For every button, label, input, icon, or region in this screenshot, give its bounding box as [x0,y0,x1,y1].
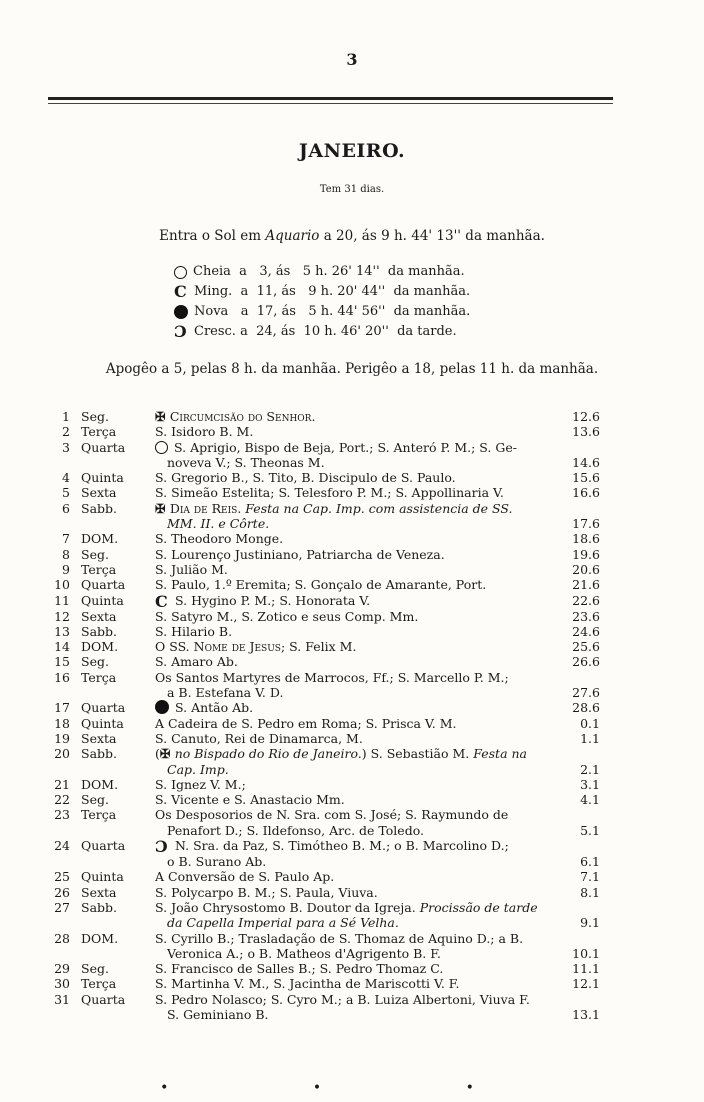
saint-entry-line [155,837,550,857]
calendar-row [52,577,600,592]
saint-entry [155,639,550,654]
moon-hour-value: 28.6 [572,700,600,716]
day-number: 18 [54,715,70,731]
calendar-row [52,470,600,485]
days-note: Tem 31 dias. [319,184,385,195]
entry-text: Nome de Jesus [193,639,281,655]
saint-entry-line [155,931,550,946]
moon-phase-text: Ming. a 11, ás 9 h. 20' 44'' da manhãa. [194,284,471,299]
calendar-table [52,409,600,1022]
saint-entry-line [155,762,550,777]
day-number: 5 [62,485,70,501]
moon-hour-value: 13.1 [572,1006,600,1022]
entry-text: S. Francisco de Salles B.; S. Pedro Thomaz C. [155,961,444,977]
day-number: 3 [62,439,70,455]
header-rule-thick [48,97,613,100]
entry-text: S. Antão Ab. [175,700,254,716]
weekday: Seg. [81,792,109,808]
saint-entry-line [155,992,550,1007]
entry-text: no Bispado do Rio de Janeiro. [174,746,362,762]
saint-entry-line [155,900,550,915]
calendar-row [52,409,600,424]
entry-text: S. Canuto, Rei de Dinamarca, M. [155,730,363,746]
saint-entry-line [155,807,550,822]
weekday: DOM. [81,639,119,655]
entry-text: A Cadeira de S. Pedro em Roma; S. Prisca V. M. [155,715,457,731]
weekday: Sabb. [81,623,117,639]
moon-hour-value: 24.6 [572,623,600,639]
waxing-moon-icon: Ɔ [155,837,168,857]
calendar-row [52,792,600,807]
new-moon-icon [174,305,188,319]
entry-text: S. Martinha V. M., S. Jacintha de Mariscotti V. F. [155,976,460,992]
moon-phase-row [174,262,470,282]
saint-entry [155,869,550,884]
entry-text: S. Paulo, 1.º Eremita; S. Gonçalo de Amarante, Port. [155,577,487,593]
weekday: Quarta [81,577,126,593]
entry-text: S. Gregorio B., S. Tito, B. Discipulo de S. Paulo. [155,470,456,486]
saint-entry [155,746,550,777]
entry-text: N. Sra. da Paz, S. Timótheo B. M.; o B. Marcolino D.; [175,838,509,854]
calendar-row [52,501,600,532]
cross-icon: ✠ [155,500,170,516]
saint-entry [155,485,550,500]
moon-phase-text: Cresc. a 24, ás 10 h. 46' 20'' da tarde. [194,324,457,339]
saint-entry [155,531,550,546]
weekday: Quinta [81,869,124,885]
calendar-row [52,562,600,577]
saint-entry-line [155,670,550,685]
calendar-row [52,900,600,931]
entry-text: S. Vicente e S. Anastacio Mm. [155,792,345,808]
weekday: Sexta [81,884,117,900]
moon-hour-value: 27.6 [572,685,600,701]
moon-hour-value: 14.6 [572,454,600,470]
saint-entry-line [155,501,550,516]
calendar-row [52,654,600,669]
month-title: JANEIRO. [298,140,406,162]
day-number: 27 [54,899,70,915]
calendar-row [52,424,600,439]
calendar-row [52,531,600,546]
moon-hour-value: 7.1 [580,869,600,885]
waning-moon-icon: C [155,591,168,611]
header-rule-thin [48,103,613,104]
moon-hour-value: 9.1 [580,915,600,931]
entry-text: Veronica A.; o B. Matheos d'Agrigento B. F. [167,945,441,961]
full-moon-icon [174,266,187,279]
saint-entry-line [155,547,550,562]
saint-entry-line [155,792,550,807]
calendar-row [52,931,600,962]
calendar-row [52,838,600,869]
calendar-row [52,700,600,715]
moon-hour-value: 21.6 [572,577,600,593]
day-number: 22 [54,792,70,808]
saint-entry [155,807,550,838]
calendar-row [52,639,600,654]
entry-text: da Capella Imperial para a Sé Velha. [167,915,399,931]
saint-entry-line [155,700,550,715]
saint-entry-line [155,654,550,669]
weekday: Terça [81,424,117,440]
weekday: Seg. [81,546,109,562]
moon-hour-value: 19.6 [572,546,600,562]
entry-text: O SS. [155,639,194,655]
calendar-row [52,624,600,639]
moon-hour-value: 15.6 [572,470,600,486]
saint-entry-line [155,485,550,500]
waning-moon-icon: C [174,282,187,301]
saint-entry [155,792,550,807]
weekday: DOM. [81,531,119,547]
entry-text: S. Cyrillo B.; Trasladação de S. Thomaz de Aquino D.; a B. [155,930,524,946]
day-number: 20 [54,746,70,762]
calendar-row [52,992,600,1023]
entry-text: A Conversão de S. Paulo Ap. [155,869,335,885]
entry-text: ) S. Sebastião M. [361,746,474,762]
moon-hour-value: 13.6 [572,424,600,440]
moon-hour-value: 22.6 [572,593,600,609]
day-number: 15 [54,654,70,670]
moon-phase-row [174,302,470,322]
calendar-row [52,885,600,900]
entry-text: S. Amaro Ab. [155,654,238,670]
moon-hour-value: 1.1 [580,730,600,746]
moon-phase-row [174,282,470,302]
saint-entry-line [155,961,550,976]
saint-entry [155,716,550,731]
entry-text: Circumcisão do Senhor. [169,409,316,424]
calendar-row [52,807,600,838]
calendar-row [52,593,600,609]
day-number: 19 [54,730,70,746]
saint-entry-line [155,716,550,731]
sun-entry-before: Entra o Sol em [159,228,266,244]
weekday: Terça [81,669,117,685]
moon-hour-value: 25.6 [572,639,600,655]
entry-text: S. Isidoro B. M. [155,424,254,440]
saint-entry [155,409,550,424]
saint-entry [155,700,550,715]
day-number: 12 [54,608,70,624]
entry-text: Festa na [473,746,528,762]
saint-entry [155,562,550,577]
moon-phase-text: Cheia a 3, ás 5 h. 26' 14'' da manhãa. [193,264,465,279]
saint-entry-line [155,609,550,624]
moon-phase-row [174,322,470,342]
day-number: 1 [62,409,70,424]
entry-text: S. João Chrysostomo B. Doutor da Igreja. [155,899,420,915]
entry-text: S. Hygino P. M.; S. Honorata V. [175,592,371,608]
weekday: Sabb. [81,899,117,915]
saint-entry [155,624,550,639]
page-number: 3 [346,50,358,69]
saint-entry [155,501,550,532]
moon-hour-value: 17.6 [572,516,600,532]
moon-hour-value: 23.6 [572,608,600,624]
day-number: 21 [54,776,70,792]
day-number: 2 [62,424,70,440]
weekday: Quinta [81,592,124,608]
saint-entry-line [155,946,550,961]
day-number: 8 [62,546,70,562]
saint-entry-line [155,470,550,485]
moon-hour-value: 18.6 [572,531,600,547]
weekday: Quinta [81,470,124,486]
calendar-row [52,716,600,731]
saint-entry-line [155,455,550,470]
new-moon-icon [155,700,169,714]
footer-dots: • • • [160,1080,544,1096]
calendar-row [52,961,600,976]
saint-entry [155,470,550,485]
weekday: Quarta [81,838,126,854]
saint-entry-line [155,531,550,546]
entry-text: Os Santos Martyres de Marrocos, Ff.; S. Marcello P. M.; [155,669,509,685]
entry-text: Festa na Cap. Imp. com assistencia de SS. [241,500,513,516]
saint-entry [155,424,550,439]
day-number: 13 [54,623,70,639]
saint-entry [155,961,550,976]
saint-entry [155,440,550,471]
saint-entry-line [155,685,550,700]
calendar-row [52,670,600,701]
entry-text: S. Pedro Nolasco; S. Cyro M.; a B. Luiza Albertoni, Viuva F. [155,991,530,1007]
sun-entry-line [0,228,704,244]
moon-hour-value: 20.6 [572,561,600,577]
weekday: Sexta [81,485,117,501]
weekday: Seg. [81,654,109,670]
calendar-row [52,547,600,562]
moon-hour-value: 6.1 [580,854,600,870]
moon-hour-value: 12.6 [572,409,600,424]
calendar-row [52,976,600,991]
weekday: Terça [81,561,117,577]
weekday: Sexta [81,608,117,624]
entry-text: S. Geminiano B. [167,1006,269,1022]
day-number: 31 [54,991,70,1007]
saint-entry-line [155,409,550,424]
weekday: Terça [81,976,117,992]
entry-text: Dia de Reis. [169,500,242,516]
day-number: 17 [54,700,70,716]
day-number: 30 [54,976,70,992]
day-number: 4 [62,470,70,486]
moon-hour-value: 2.1 [580,761,600,777]
entry-text: S. Simeão Estelita; S. Telesforo P. M.; S. Appollinaria V. [155,485,504,501]
day-number: 16 [54,669,70,685]
saint-entry-line [155,777,550,792]
saint-entry [155,593,550,609]
saint-entry-line [155,746,550,761]
entry-text: Penafort D.; S. Ildefonso, Arc. de Toledo. [167,822,424,838]
saint-entry-line [155,915,550,930]
saint-entry [155,992,550,1023]
day-number: 6 [62,500,70,516]
saint-entry [155,731,550,746]
day-number: 14 [54,639,70,655]
saint-entry-line [155,731,550,746]
entry-text: S. Polycarpo B. M.; S. Paula, Viuva. [155,884,378,900]
weekday: Terça [81,807,117,823]
day-number: 25 [54,869,70,885]
saint-entry [155,670,550,701]
day-number: 28 [54,930,70,946]
entry-text: S. Hilario B. [155,623,233,639]
entry-text: S. Ignez V. M.; [155,776,246,792]
day-number: 11 [54,592,70,608]
weekday: Quarta [81,700,126,716]
sun-entry-sign: Aquario [265,228,320,244]
saint-entry-line [155,639,550,654]
weekday: Seg. [81,409,109,424]
moon-hour-value: 16.6 [572,485,600,501]
moon-hour-value: 11.1 [572,961,600,977]
day-number: 7 [62,531,70,547]
saint-entry [155,885,550,900]
saint-entry-line [155,869,550,884]
entry-text: a B. Estefana V. D. [167,685,284,701]
entry-text: ( [155,746,160,762]
moon-hour-value: 4.1 [580,792,600,808]
weekday: Sexta [81,730,117,746]
saint-entry-line [155,516,550,531]
entry-text: Cap. Imp. [167,761,229,777]
saint-entry-line [155,562,550,577]
calendar-row [52,440,600,471]
saint-entry-line [155,624,550,639]
saint-entry [155,577,550,592]
weekday: Sabb. [81,500,117,516]
calendar-row [52,485,600,500]
entry-text: Os Desposorios de N. Sra. com S. José; S. Raymundo de [155,807,509,823]
day-number: 29 [54,961,70,977]
apogee-perigee-line: Apogêo a 5, pelas 8 h. da manhãa. Perigêo a 18, pelas 11 h. da manhãa. [105,361,599,377]
day-number: 26 [54,884,70,900]
saint-entry-line [155,593,550,609]
weekday: Quinta [81,715,124,731]
moon-hour-value: 5.1 [580,822,600,838]
entry-text: MM. II. e Côrte. [167,516,270,532]
calendar-row [52,869,600,884]
cross-icon: ✠ [159,746,175,762]
moon-hour-value: 8.1 [580,884,600,900]
day-number: 9 [62,561,70,577]
weekday: Quarta [81,991,126,1007]
day-number: 10 [54,577,70,593]
saint-entry-line [155,976,550,991]
entry-text: S. Satyro M., S. Zotico e seus Comp. Mm. [155,608,419,624]
moon-hour-value: 10.1 [572,945,600,961]
entry-text: S. Theodoro Monge. [155,531,284,547]
saint-entry-line [155,1007,550,1022]
saint-entry [155,838,550,869]
entry-text: o B. Surano Ab. [167,854,267,870]
entry-text: Procissão de tarde [419,899,538,915]
moon-phases-list [174,262,470,342]
saint-entry [155,777,550,792]
entry-text: ; S. Felix M. [280,639,357,655]
full-moon-icon [155,441,168,454]
moon-hour-value: 12.1 [572,976,600,992]
saint-entry-line [155,854,550,869]
saint-entry-line [155,440,550,455]
saint-entry [155,931,550,962]
calendar-row [52,777,600,792]
moon-hour-value: 26.6 [572,654,600,670]
calendar-row [52,746,600,777]
day-number: 24 [54,838,70,854]
saint-entry-line [155,577,550,592]
calendar-row [52,609,600,624]
saint-entry [155,976,550,991]
saint-entry [155,547,550,562]
entry-text: noveva V.; S. Theonas M. [167,454,325,470]
saint-entry [155,609,550,624]
sun-entry-after: a 20, ás 9 h. 44' 13'' da manhãa. [319,228,545,244]
saint-entry-line [155,823,550,838]
entry-text: S. Aprigio, Bispo de Beja, Port.; S. Anteró P. M.; S. Ge- [174,439,517,455]
entry-text: S. Lourenço Justiniano, Patriarcha de Veneza. [155,546,445,562]
weekday: Sabb. [81,746,117,762]
day-number: 23 [54,807,70,823]
waxing-moon-icon: Ɔ [174,322,187,341]
moon-phase-text: Nova a 17, ás 5 h. 44' 56'' da manhãa. [194,304,471,319]
entry-text: S. Julião M. [155,561,228,577]
moon-hour-value: 3.1 [580,776,600,792]
moon-hour-value: 0.1 [580,715,600,731]
saint-entry [155,900,550,931]
calendar-row [52,731,600,746]
cross-icon: ✠ [155,409,170,424]
saint-entry-line [155,424,550,439]
weekday: Quarta [81,439,126,455]
weekday: DOM. [81,930,119,946]
weekday: Seg. [81,961,109,977]
saint-entry [155,654,550,669]
weekday: DOM. [81,776,119,792]
saint-entry-line [155,885,550,900]
